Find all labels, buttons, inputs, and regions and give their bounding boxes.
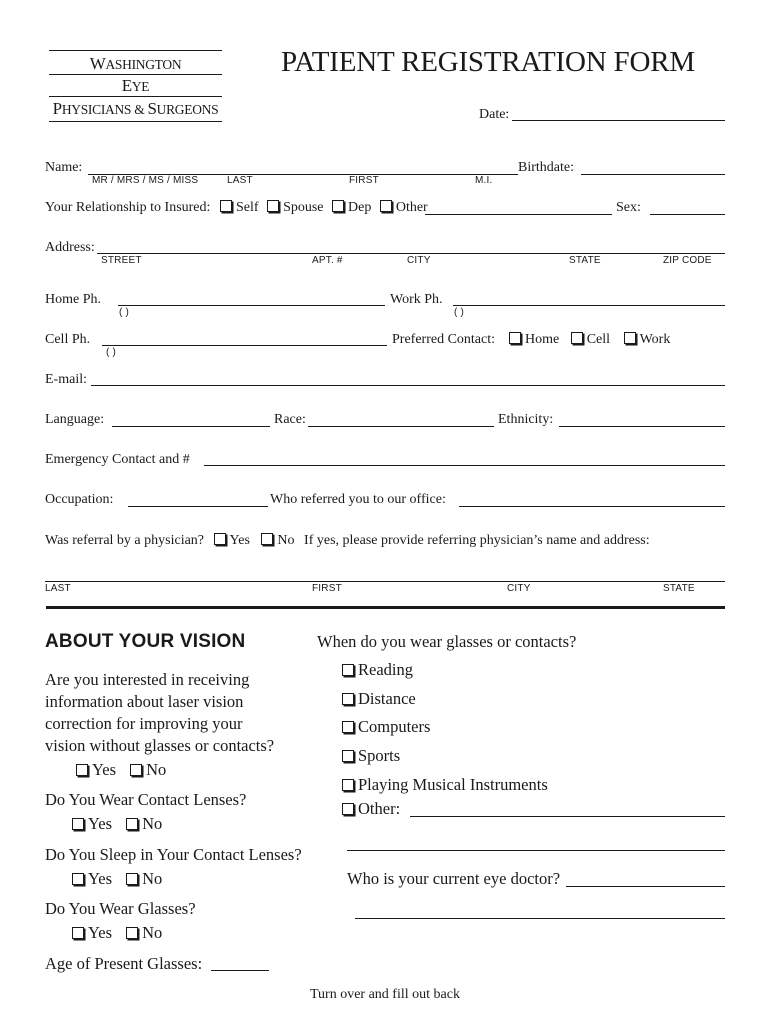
referral-no-option[interactable]: No xyxy=(261,533,294,548)
section-divider xyxy=(46,606,725,609)
form-title: PATIENT REGISTRATION FORM xyxy=(281,46,695,78)
name-sub-last: LAST xyxy=(227,175,253,186)
relationship-label: Your Relationship to Insured: xyxy=(45,200,211,215)
birthdate-field[interactable] xyxy=(581,174,725,175)
laser-question-line-1: Are you interested in receiving xyxy=(45,670,250,689)
birthdate-label: Birthdate: xyxy=(518,160,574,175)
when-question: When do you wear glasses or contacts? xyxy=(317,632,577,651)
glasses-answer xyxy=(72,923,162,943)
age-glasses-label: Age of Present Glasses: xyxy=(45,954,203,973)
checkbox-icon[interactable] xyxy=(342,803,354,815)
logo-line-washington: WASHINGTON xyxy=(89,54,182,73)
ethnicity-field[interactable] xyxy=(559,426,725,427)
when-other-field[interactable] xyxy=(410,816,725,817)
relationship-options xyxy=(220,200,428,216)
checkbox-icon[interactable] xyxy=(624,332,636,344)
referral-question: Was referral by a physician? Yes No If yes, please provide referring physician’s name and address: xyxy=(45,533,650,548)
age-glasses-field[interactable] xyxy=(211,970,269,971)
when-option-reading[interactable]: Reading xyxy=(342,660,413,680)
logo-line-eye: EYE xyxy=(121,76,150,95)
checkbox-icon[interactable] xyxy=(380,200,392,212)
checkbox-icon[interactable] xyxy=(342,721,354,733)
referral-sub-first: FIRST xyxy=(312,583,342,594)
glasses-question: Do You Wear Glasses? xyxy=(45,899,196,918)
relationship-spouse-option[interactable]: Spouse xyxy=(267,200,323,215)
date-label: Date: xyxy=(479,107,510,122)
checkbox-icon[interactable] xyxy=(126,873,138,885)
when-option-sports[interactable]: Sports xyxy=(342,746,400,766)
checkbox-icon[interactable] xyxy=(342,750,354,762)
name-sub-first: FIRST xyxy=(349,175,379,186)
checkbox-icon[interactable] xyxy=(126,818,138,830)
footer-note: Turn over and fill out back xyxy=(310,987,460,1002)
race-field[interactable] xyxy=(308,426,494,427)
home-phone-label: Home Ph. xyxy=(45,292,101,307)
occupation-label: Occupation: xyxy=(45,492,114,507)
when-option-computers[interactable]: Computers xyxy=(342,717,430,737)
glasses-no-option[interactable]: No xyxy=(126,923,162,942)
checkbox-icon[interactable] xyxy=(72,927,84,939)
checkbox-icon[interactable] xyxy=(126,927,138,939)
logo-rule-3 xyxy=(49,96,222,97)
cell-phone-area: ( ) xyxy=(106,347,117,358)
checkbox-icon[interactable] xyxy=(72,818,84,830)
referral-sub-state: STATE xyxy=(663,583,695,594)
checkbox-icon[interactable] xyxy=(130,764,142,776)
date-field[interactable] xyxy=(512,120,725,121)
logo-bottom-rule xyxy=(49,121,222,122)
address-label: Address: xyxy=(45,240,95,255)
preferred-home-option[interactable]: Home xyxy=(509,332,559,347)
sleep-no-option[interactable]: No xyxy=(126,869,162,888)
logo-rule-2 xyxy=(49,74,222,75)
laser-no-option[interactable]: No xyxy=(130,760,166,779)
name-sub-title: MR / MRS / MS / MISS xyxy=(92,175,199,186)
sex-field[interactable] xyxy=(650,214,725,215)
cell-phone-label: Cell Ph. xyxy=(45,332,91,347)
eye-doctor-field-2[interactable] xyxy=(355,918,725,919)
checkbox-icon[interactable] xyxy=(267,200,279,212)
when-other-field-2[interactable] xyxy=(347,850,725,851)
email-label: E-mail: xyxy=(45,372,87,387)
ethnicity-label: Ethnicity: xyxy=(498,412,554,427)
address-sub-city: CITY xyxy=(407,255,431,266)
race-label: Race: xyxy=(274,412,306,427)
referral-sub-city: CITY xyxy=(507,583,531,594)
occupation-field[interactable] xyxy=(128,506,268,507)
sleep-question: Do You Sleep in Your Contact Lenses? xyxy=(45,845,302,864)
referred-by-field[interactable] xyxy=(459,506,725,507)
laser-answer xyxy=(76,760,166,780)
address-sub-apt: APT. # xyxy=(312,255,343,266)
contacts-answer xyxy=(72,814,162,834)
emergency-contact-label: Emergency Contact and # xyxy=(45,452,190,467)
work-phone-field[interactable] xyxy=(453,305,725,306)
logo-line-physicians: PHYSICIANS & SURGEONS xyxy=(52,99,219,118)
address-sub-zip: ZIP CODE xyxy=(663,255,712,266)
preferred-cell-option[interactable]: Cell xyxy=(571,332,610,347)
glasses-yes-option[interactable]: Yes xyxy=(72,923,112,942)
checkbox-icon[interactable] xyxy=(214,533,226,545)
vision-heading: ABOUT YOUR VISION xyxy=(45,631,246,652)
address-sub-street: STREET xyxy=(101,255,142,266)
home-phone-field[interactable] xyxy=(118,305,385,306)
address-sub-state: STATE xyxy=(569,255,601,266)
relationship-other-field[interactable] xyxy=(425,214,612,215)
checkbox-icon[interactable] xyxy=(220,200,232,212)
cell-phone-field[interactable] xyxy=(102,345,387,346)
sleep-yes-option[interactable]: Yes xyxy=(72,869,112,888)
relationship-other-option[interactable]: Other xyxy=(380,200,428,215)
preferred-contact-options xyxy=(509,332,670,348)
sex-label: Sex: xyxy=(616,200,641,215)
sleep-answer xyxy=(72,869,162,889)
relationship-dep-option[interactable]: Dep xyxy=(332,200,371,215)
name-label: Name: xyxy=(45,160,83,175)
checkbox-icon[interactable] xyxy=(571,332,583,344)
checkbox-icon[interactable] xyxy=(332,200,344,212)
home-phone-area: ( ) xyxy=(119,307,130,318)
work-phone-area: ( ) xyxy=(454,307,465,318)
name-sub-mi: M.I. xyxy=(475,175,493,186)
referred-by-label: Who referred you to our office: xyxy=(270,492,446,507)
checkbox-icon[interactable] xyxy=(342,779,354,791)
when-option-other[interactable]: Other: xyxy=(342,799,400,819)
eye-doctor-question: Who is your current eye doctor? xyxy=(347,869,561,888)
contacts-yes-option[interactable]: Yes xyxy=(72,814,112,833)
language-field[interactable] xyxy=(112,426,270,427)
when-option-distance[interactable]: Distance xyxy=(342,689,416,709)
contacts-question: Do You Wear Contact Lenses? xyxy=(45,790,247,809)
relationship-self-option[interactable]: Self xyxy=(220,200,259,215)
checkbox-icon[interactable] xyxy=(76,764,88,776)
referring-physician-field[interactable] xyxy=(45,581,725,582)
checkbox-icon[interactable] xyxy=(342,693,354,705)
preferred-work-option[interactable]: Work xyxy=(624,332,671,347)
emergency-contact-field[interactable] xyxy=(204,465,725,466)
address-field[interactable] xyxy=(97,253,725,254)
laser-question-line-2: information about laser vision xyxy=(45,692,244,711)
contacts-no-option[interactable]: No xyxy=(126,814,162,833)
referral-yes-option[interactable]: Yes xyxy=(214,533,250,548)
referral-sub-last: LAST xyxy=(45,583,71,594)
laser-question-line-4: vision without glasses or contacts? xyxy=(45,736,275,755)
checkbox-icon[interactable] xyxy=(72,873,84,885)
when-option-music[interactable]: Playing Musical Instruments xyxy=(342,775,548,795)
email-field[interactable] xyxy=(91,385,725,386)
work-phone-label: Work Ph. xyxy=(390,292,443,307)
checkbox-icon[interactable] xyxy=(261,533,273,545)
logo-top-rule xyxy=(49,50,222,51)
referral-instruction: If yes, please provide referring physician’s name and address: xyxy=(304,533,650,548)
checkbox-icon[interactable] xyxy=(509,332,521,344)
laser-question-line-3: correction for improving your xyxy=(45,714,243,733)
checkbox-icon[interactable] xyxy=(342,664,354,676)
laser-yes-option[interactable]: Yes xyxy=(76,760,116,779)
language-label: Language: xyxy=(45,412,105,427)
eye-doctor-field[interactable] xyxy=(566,886,725,887)
preferred-contact-label: Preferred Contact: xyxy=(392,332,496,347)
